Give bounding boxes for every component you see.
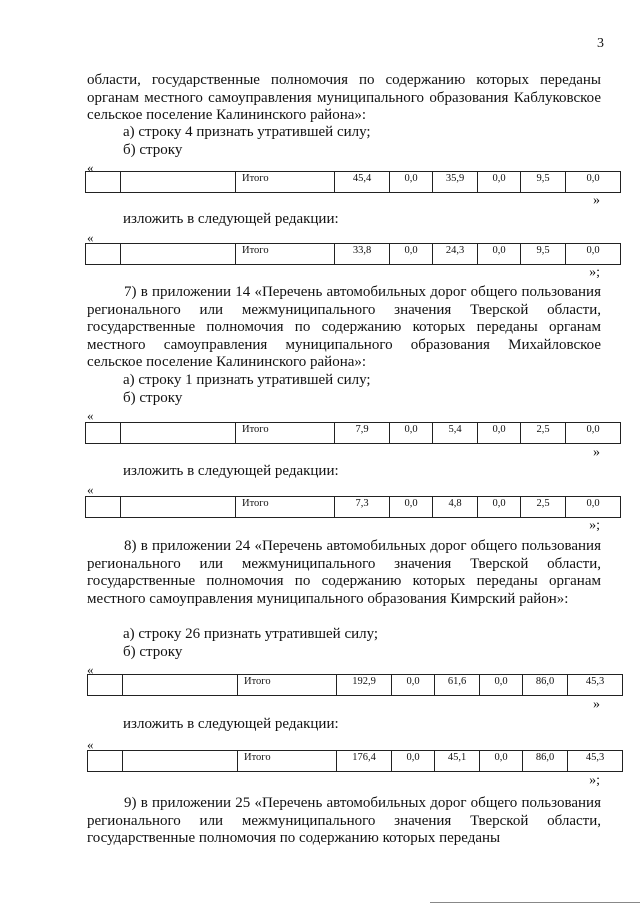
value-cell: 0,0 xyxy=(480,675,523,696)
empty-cell xyxy=(86,244,121,265)
empty-cell xyxy=(88,751,123,772)
quote-open: « xyxy=(87,482,94,497)
value-cell: 0,0 xyxy=(566,172,621,193)
empty-cell xyxy=(121,423,236,444)
value-cell: 0,0 xyxy=(478,172,521,193)
value-cell: 7,3 xyxy=(335,497,390,518)
value-cell: 0,0 xyxy=(392,675,435,696)
value-cell: 2,5 xyxy=(521,497,566,518)
value-cell: 7,9 xyxy=(335,423,390,444)
value-cell: 0,0 xyxy=(478,244,521,265)
item-b-line: б) строку xyxy=(123,644,183,660)
quote-open: « xyxy=(87,662,94,677)
edit-line: изложить в следующей редакции: xyxy=(123,211,339,227)
item-a-line: а) строку 1 признать утратившей силу; xyxy=(123,372,371,388)
table-row xyxy=(85,422,621,444)
value-cell: 45,4 xyxy=(335,172,390,193)
value-cell: 0,0 xyxy=(390,497,433,518)
table-row-cells xyxy=(86,423,621,444)
value-cell: 9,5 xyxy=(521,172,566,193)
value-cell: 0,0 xyxy=(480,751,523,772)
paragraph-item-7: 7) в приложении 14 «Перечень автомобильных дорог общего пользования регионального или межмуниципального значения Тверской области, государственные полномочия по содержанию которых переданы органам местного самоуправления муниципального образования Михайловское сельское поселение Калининского района»: xyxy=(87,284,601,371)
quote-close-semicolon: »; xyxy=(589,265,600,280)
page-edge-line xyxy=(430,902,640,903)
quote-open: « xyxy=(87,737,94,752)
value-cell: 5,4 xyxy=(433,423,478,444)
value-cell: 35,9 xyxy=(433,172,478,193)
total-label-cell: Итого xyxy=(236,172,335,193)
value-cell: 0,0 xyxy=(390,423,433,444)
item-b-line: б) строку xyxy=(123,390,183,406)
value-cell: 0,0 xyxy=(390,244,433,265)
value-cell: 2,5 xyxy=(521,423,566,444)
quote-close-semicolon: »; xyxy=(589,518,600,533)
value-cell: 0,0 xyxy=(478,423,521,444)
empty-cell xyxy=(86,172,121,193)
quote-open: « xyxy=(87,230,94,245)
value-cell: 45,1 xyxy=(435,751,480,772)
value-cell: 0,0 xyxy=(390,172,433,193)
quote-open: « xyxy=(87,408,94,423)
value-cell: 45,3 xyxy=(568,751,623,772)
item-a-line: а) строку 4 признать утратившей силу; xyxy=(123,124,371,140)
value-cell: 24,3 xyxy=(433,244,478,265)
table-row-cells xyxy=(86,497,621,518)
item-a-line: а) строку 26 признать утратившей силу; xyxy=(123,626,379,642)
table-row xyxy=(85,496,621,518)
empty-cell xyxy=(121,497,236,518)
value-cell: 176,4 xyxy=(337,751,392,772)
edit-line: изложить в следующей редакции: xyxy=(123,716,339,732)
paragraph-item-9: 9) в приложении 25 «Перечень автомобильных дорог общего пользования регионального или межмуниципального значения Тверской области, государственные полномочия по содержанию которых переданы xyxy=(87,795,601,847)
value-cell: 0,0 xyxy=(566,497,621,518)
total-label-cell: Итого xyxy=(238,675,337,696)
value-cell: 9,5 xyxy=(521,244,566,265)
value-cell: 0,0 xyxy=(566,423,621,444)
value-cell: 61,6 xyxy=(435,675,480,696)
table-row-cells xyxy=(86,172,621,193)
quote-open: « xyxy=(87,160,94,175)
quote-close: » xyxy=(593,697,600,712)
empty-cell xyxy=(121,244,236,265)
value-cell: 45,3 xyxy=(568,675,623,696)
value-cell: 0,0 xyxy=(392,751,435,772)
quote-close-semicolon: »; xyxy=(589,773,600,788)
quote-close: » xyxy=(593,445,600,460)
total-label-cell: Итого xyxy=(236,244,335,265)
table-row xyxy=(85,171,621,193)
table-row-cells xyxy=(88,751,623,772)
item-b-line: б) строку xyxy=(123,142,183,158)
total-label-cell: Итого xyxy=(238,751,337,772)
empty-cell xyxy=(123,675,238,696)
table-row-cells xyxy=(86,244,621,265)
table-row xyxy=(87,750,623,772)
empty-cell xyxy=(86,423,121,444)
paragraph-item-8: 8) в приложении 24 «Перечень автомобильных дорог общего пользования регионального или межмуниципального значения Тверской области, государственные полномочия по содержанию которых переданы органам местного самоуправления муниципального образования Кимрский район»: xyxy=(87,538,601,607)
empty-cell xyxy=(88,675,123,696)
quote-close: » xyxy=(593,193,600,208)
table-row-cells xyxy=(88,675,623,696)
empty-cell xyxy=(123,751,238,772)
empty-cell xyxy=(86,497,121,518)
total-label-cell: Итого xyxy=(236,497,335,518)
table-row xyxy=(85,243,621,265)
edit-line: изложить в следующей редакции: xyxy=(123,463,339,479)
value-cell: 0,0 xyxy=(478,497,521,518)
total-label-cell: Итого xyxy=(236,423,335,444)
value-cell: 86,0 xyxy=(523,751,568,772)
paragraph-intro: области, государственные полномочия по содержанию которых переданы органам местного самоуправления муниципального образования Каблуковское сельское поселение Калининского района»: xyxy=(87,72,601,124)
value-cell: 192,9 xyxy=(337,675,392,696)
value-cell: 4,8 xyxy=(433,497,478,518)
value-cell: 86,0 xyxy=(523,675,568,696)
table-row xyxy=(87,674,623,696)
empty-cell xyxy=(121,172,236,193)
value-cell: 0,0 xyxy=(566,244,621,265)
value-cell: 33,8 xyxy=(335,244,390,265)
page-number: 3 xyxy=(597,36,604,51)
